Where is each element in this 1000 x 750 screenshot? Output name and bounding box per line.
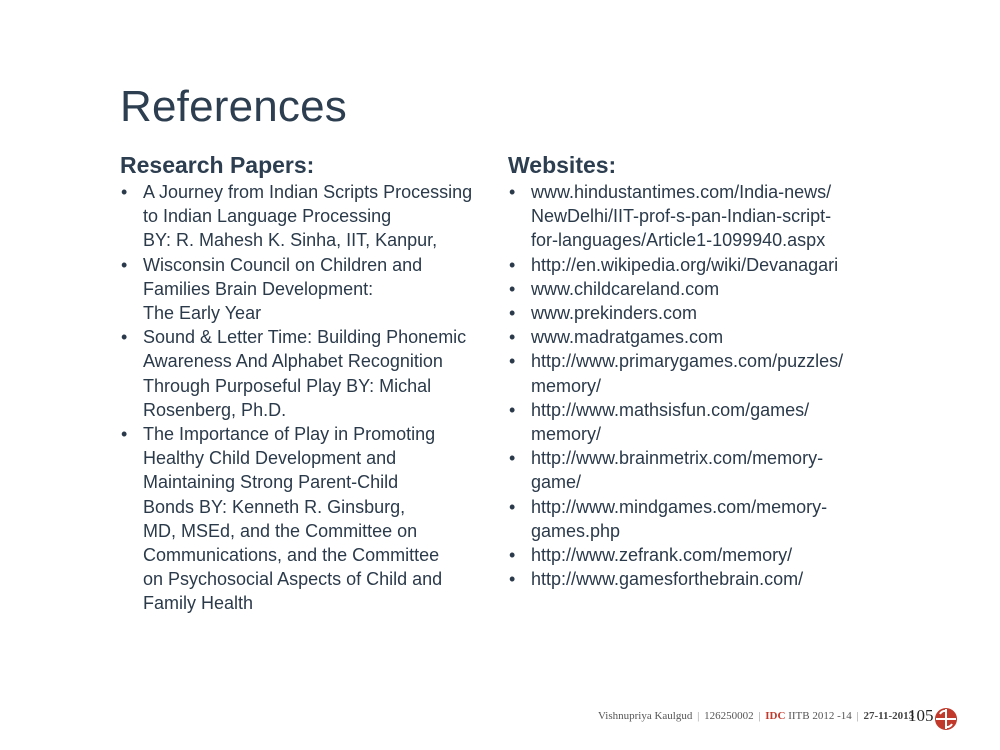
item-text-line: Awareness And Alphabet Recognition xyxy=(143,351,443,372)
website-item xyxy=(508,253,888,277)
item-text-line: The Early Year xyxy=(143,303,262,324)
item-text-line: Families Brain Development: xyxy=(143,278,374,299)
item-text-line: on Psychosocial Aspects of Child and xyxy=(143,569,443,590)
footer-separator: | xyxy=(856,710,859,722)
websites-heading: Websites: xyxy=(508,152,617,178)
item-text-line: • www.hindustantimes.com/India-news/ xyxy=(531,182,832,202)
item-text-line: • A Journey from Indian Scripts Processing xyxy=(143,182,473,202)
website-item xyxy=(508,567,888,591)
item-text-line: • http://www.mindgames.com/memory- xyxy=(531,496,828,517)
websites-section xyxy=(508,152,888,591)
item-text-line: Bonds BY: Kenneth R. Ginsburg, xyxy=(143,496,406,517)
item-text-line: game/ xyxy=(531,472,582,493)
item-text-line: • Sound & Letter Time: Building Phonemic xyxy=(143,327,467,348)
item-text-line: • http://www.zefrank.com/memory/ xyxy=(531,545,793,566)
item-text-line: for-languages/Article1-1099940.aspx xyxy=(531,230,826,251)
research-paper-item xyxy=(120,180,500,253)
item-text-line: NewDelhi/IIT-prof-s-pan-Indian-script- xyxy=(531,206,832,227)
footer-id: 126250002 xyxy=(704,710,754,722)
item-text-line: to Indian Language Processing xyxy=(143,206,392,227)
research-paper-item xyxy=(120,253,500,326)
slide-footer xyxy=(598,710,914,722)
item-text-line: Communications, and the Committee xyxy=(143,545,440,566)
website-item xyxy=(508,446,888,494)
footer-idc: IDC xyxy=(765,710,786,722)
item-text-line: BY: R. Mahesh K. Sinha, IIT, Kanpur, xyxy=(143,230,438,251)
item-text-line: memory/ xyxy=(531,424,602,445)
item-text-line: Rosenberg, Ph.D. xyxy=(143,399,287,420)
research-paper-item xyxy=(120,325,500,422)
item-text-line: Through Purposeful Play BY: Michal xyxy=(143,375,432,396)
item-text-line: • www.prekinders.com xyxy=(531,303,698,324)
item-text-line: • http://www.primarygames.com/puzzles/ xyxy=(531,351,844,372)
website-item xyxy=(508,398,888,446)
footer-date: 27-11-2013 xyxy=(863,710,915,722)
item-text-line: Healthy Child Development and xyxy=(143,448,397,469)
item-text-line: • Wisconsin Council on Children and xyxy=(143,254,423,275)
page-number: 105 xyxy=(908,706,934,725)
footer-org: IITB 2012 -14 xyxy=(788,710,852,722)
research-papers-list xyxy=(120,180,500,616)
item-text-line: Maintaining Strong Parent-Child xyxy=(143,472,399,493)
item-text-line: • The Importance of Play in Promoting xyxy=(143,424,436,445)
item-text-line: • http://www.gamesforthebrain.com/ xyxy=(531,569,804,590)
item-text-line: memory/ xyxy=(531,375,602,396)
websites-list xyxy=(508,180,888,591)
website-item xyxy=(508,325,888,349)
website-item xyxy=(508,543,888,567)
idc-logo-icon xyxy=(934,707,958,731)
item-text-line: • http://en.wikipedia.org/wiki/Devanagari xyxy=(531,254,839,275)
item-text-line: • www.childcareland.com xyxy=(531,278,720,299)
item-text-line: • http://www.mathsisfun.com/games/ xyxy=(531,399,810,420)
footer-separator: | xyxy=(758,710,761,722)
website-item xyxy=(508,495,888,543)
website-item xyxy=(508,180,888,253)
website-item xyxy=(508,349,888,397)
research-papers-heading: Research Papers: xyxy=(120,152,315,178)
page-title: References xyxy=(120,82,348,131)
item-text-line: • http://www.brainmetrix.com/memory- xyxy=(531,448,824,469)
item-text-line: games.php xyxy=(531,520,621,541)
item-text-line: Family Health xyxy=(143,593,254,614)
website-item xyxy=(508,301,888,325)
research-paper-item xyxy=(120,422,500,616)
website-item xyxy=(508,277,888,301)
footer-separator: | xyxy=(697,710,700,722)
item-text-line: • www.madratgames.com xyxy=(531,327,724,348)
research-papers-section xyxy=(120,152,500,616)
item-text-line: MD, MSEd, and the Committee on xyxy=(143,520,418,541)
footer-author: Vishnupriya Kaulgud xyxy=(598,710,693,722)
